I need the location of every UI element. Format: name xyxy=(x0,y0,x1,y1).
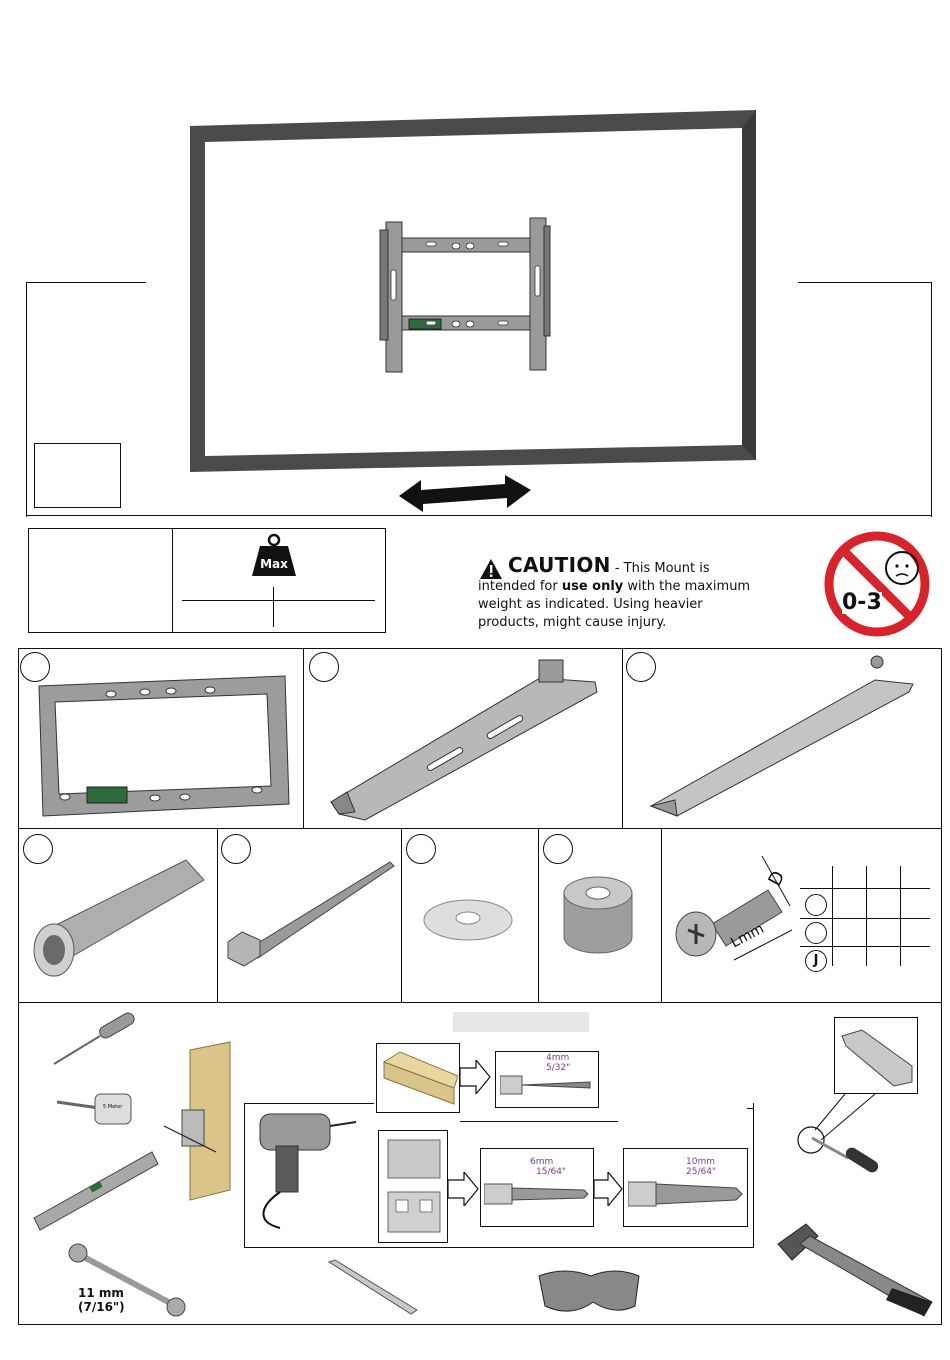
caution-line2-post: with the maximum xyxy=(623,579,751,594)
caution-title: CAUTION xyxy=(508,553,611,577)
masonry-final-bit-metric: 10mm xyxy=(686,1157,715,1167)
awl-icon xyxy=(50,1012,142,1068)
weight-table-hline xyxy=(182,600,375,601)
wood-bit-imperial: 5/32" xyxy=(546,1063,571,1073)
drill-note-bar xyxy=(453,1012,589,1032)
safety-glasses-icon xyxy=(535,1262,645,1320)
parts-row2-div3 xyxy=(538,828,539,1002)
screwdriver-icon xyxy=(808,1132,883,1187)
caution-line4: products, might cause injury. xyxy=(478,615,667,630)
double-arrow xyxy=(395,474,535,514)
parts-row1-div2 xyxy=(622,648,623,828)
screw-table-row2-marker xyxy=(805,922,827,944)
tv-section-bottom-line xyxy=(26,515,932,516)
caution-line2-pre: intended for xyxy=(478,579,562,594)
pencil-icon xyxy=(325,1258,420,1318)
no-children-icon xyxy=(822,530,932,638)
part-marker-spacer xyxy=(543,834,573,864)
caution-lead: - This Mount is xyxy=(610,561,710,576)
caution-notice xyxy=(478,553,778,632)
screw-table-col-1 xyxy=(832,866,833,966)
parts-row2-div1 xyxy=(217,828,218,1002)
hammer-icon xyxy=(772,1218,937,1323)
machine-screw-illustration xyxy=(672,850,802,970)
screw-table-col-3 xyxy=(900,866,901,966)
weight-icon xyxy=(250,532,298,578)
arrow-right-icon-3 xyxy=(594,1172,624,1206)
masonry-pilot-bit-metric: 6mm xyxy=(530,1157,554,1167)
screw-table-line-3 xyxy=(800,946,930,947)
level-icon xyxy=(30,1148,160,1233)
wood-bit-metric: 4mm xyxy=(546,1053,570,1063)
screw-length-label: Lmm xyxy=(728,920,767,952)
parts-row1-div1 xyxy=(303,648,304,828)
tv-illustration xyxy=(180,100,770,480)
lag-bolt-illustration xyxy=(220,852,395,977)
wrench-size xyxy=(78,1286,125,1314)
tv-section-frame-right xyxy=(798,282,932,517)
masonry-final-bit-imperial: 25/64" xyxy=(686,1167,717,1177)
part-marker-washer xyxy=(406,834,436,864)
wall-stud-finder-illustration xyxy=(160,1040,235,1205)
screw-table-line-2 xyxy=(800,918,930,919)
weight-info-box xyxy=(28,528,386,633)
tape-measure-label: 5 Meter xyxy=(103,1104,123,1110)
tape-measure-icon xyxy=(55,1088,135,1130)
drill-area-top-line-right xyxy=(747,1108,754,1109)
parts-row2-bottom xyxy=(18,1002,942,1003)
wrench-size-imperial: (7/16") xyxy=(78,1300,125,1314)
masonry-blocks-illustration xyxy=(382,1134,446,1240)
screw-table-row1-marker xyxy=(805,894,827,916)
screw-table-line-1 xyxy=(800,888,930,889)
weight-max-label: Max xyxy=(260,557,288,571)
masonry-pilot-bit-imperial: 15/64" xyxy=(536,1167,567,1177)
wood-drill-bit-icon xyxy=(500,1070,596,1100)
flat-arm-illustration xyxy=(645,650,920,825)
drill-area-top-line-left xyxy=(244,1103,374,1104)
washer-illustration xyxy=(420,890,520,950)
wall-anchor-illustration xyxy=(26,850,211,985)
drill-area-separator xyxy=(460,1121,618,1122)
wall-plate-illustration xyxy=(35,672,297,820)
arrow-right-icon-2 xyxy=(448,1172,480,1206)
caution-line3: weight as indicated. Using heavier xyxy=(478,597,703,612)
caution-line2-bold: use only xyxy=(561,579,624,594)
power-drill-icon xyxy=(250,1106,360,1231)
parts-row2-div2 xyxy=(401,828,402,1002)
wood-plank-illustration xyxy=(380,1048,458,1108)
masonry-final-bit-icon xyxy=(628,1176,744,1212)
spacer-illustration xyxy=(560,875,640,960)
screw-table-col-2 xyxy=(866,866,867,966)
phillips-tip-icon xyxy=(836,1020,916,1092)
hook-arm-illustration xyxy=(325,652,605,827)
screw-diameter-label: D xyxy=(764,867,790,890)
weight-table-vline xyxy=(273,587,274,627)
arrow-right-icon xyxy=(460,1060,492,1094)
parts-row2-div4 xyxy=(661,828,662,1002)
wrench-size-metric: 11 mm xyxy=(78,1286,124,1300)
age-label: 0-3 xyxy=(842,590,882,615)
weight-info-divider xyxy=(172,528,173,633)
masonry-pilot-bit-icon xyxy=(484,1178,590,1210)
empty-label-box xyxy=(34,443,121,508)
parts-row1-bottom xyxy=(18,828,942,829)
screw-table-row3-marker: J xyxy=(805,950,827,972)
